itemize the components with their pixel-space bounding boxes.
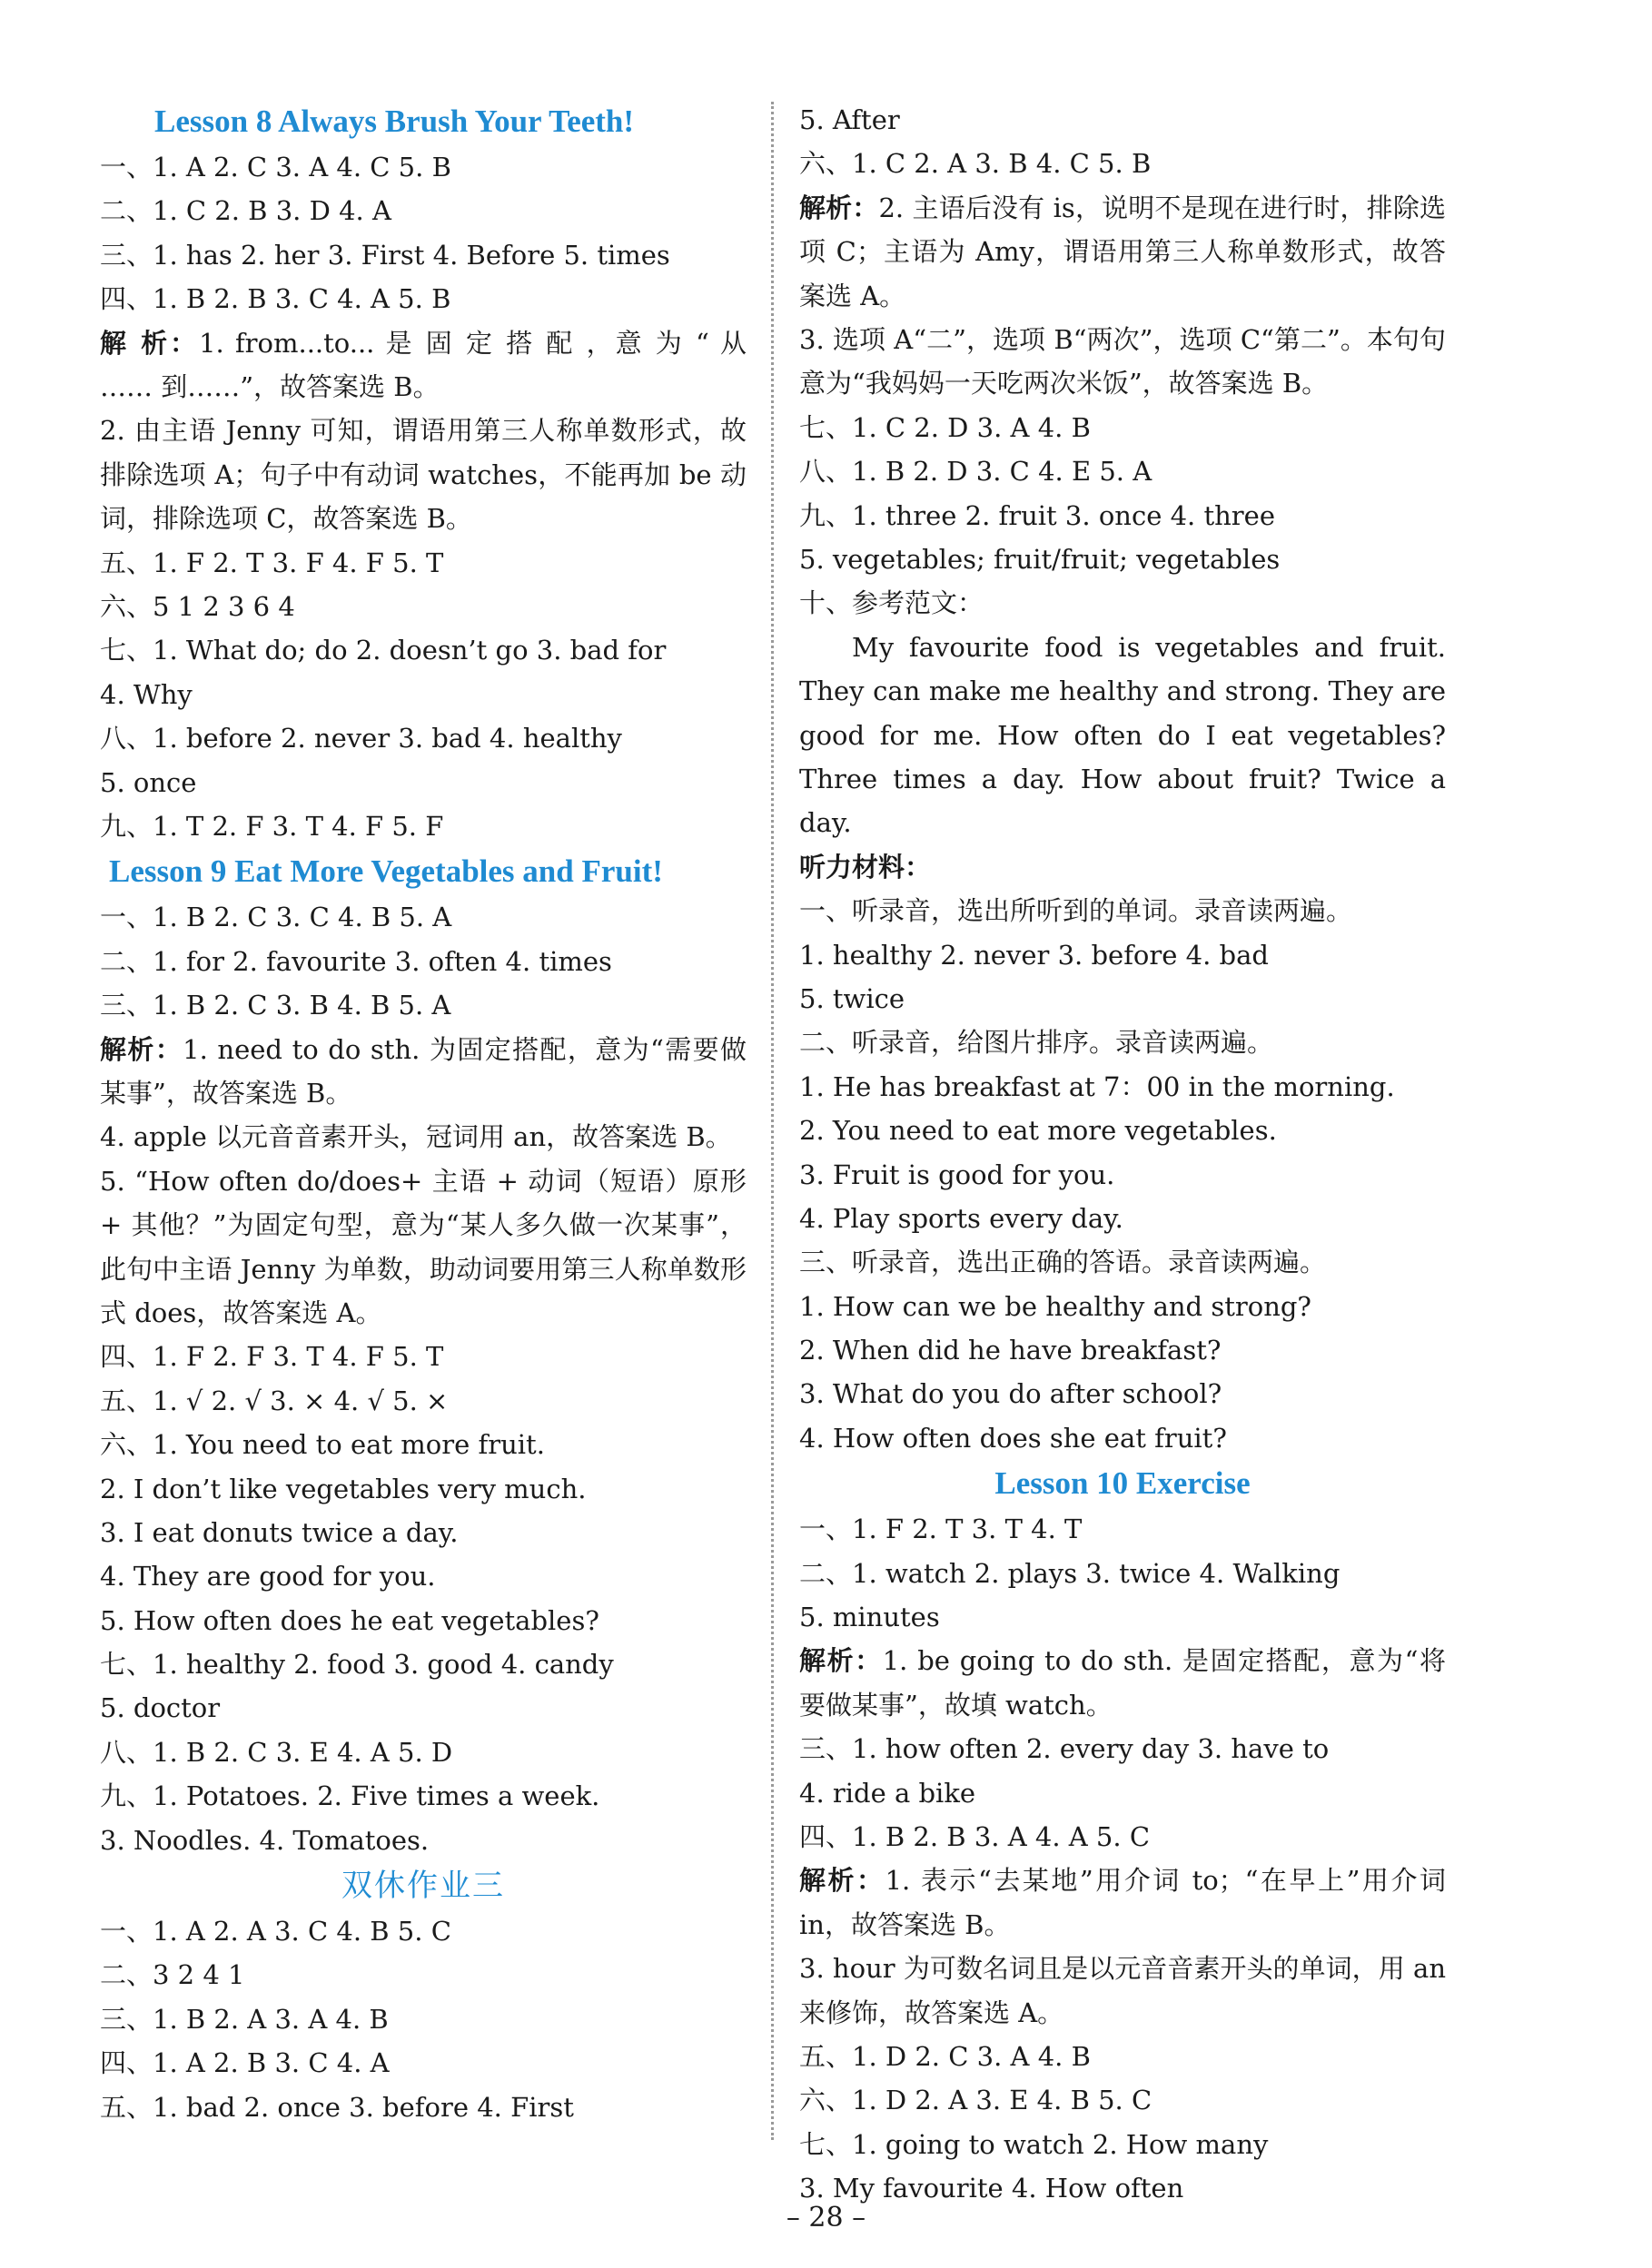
- answer-line: 七、1. What do; do 2. doesn’t go 3. bad for: [100, 635, 667, 666]
- paragraph: [100, 1159, 747, 1336]
- answer-line: 1. healthy 2. never 3. before 4. bad: [799, 939, 1269, 971]
- answer-line: 2. You need to eat more vegetables.: [799, 1115, 1277, 1147]
- right-column: [799, 98, 1446, 2211]
- answer-line: 九、1. T 2. F 3. T 4. F 5. F: [100, 810, 444, 842]
- answer-line: 5. minutes: [799, 1602, 940, 1633]
- paragraph-text: 2. 主语后没有 is，说明不是现在进行时，排除选项 C；主语为 Amy，谓语用第三人称单数形式，故答案选 A。: [799, 192, 1446, 311]
- answer-line: 5. vegetables; fruit/fruit; vegetables: [799, 543, 1281, 575]
- paragraph: [799, 626, 1446, 845]
- answer-line: 3. I eat donuts twice a day.: [100, 1516, 459, 1548]
- answer-line: 六、1. D 2. A 3. E 4. B 5. C: [799, 2085, 1152, 2116]
- answer-line: 二、听录音，给图片排序。录音读两遍。: [799, 1027, 1274, 1059]
- answer-line: 八、1. B 2. C 3. E 4. A 5. D: [100, 1736, 453, 1768]
- page-number: – 28 –: [786, 2202, 866, 2233]
- answer-line: 三、1. how often 2. every day 3. have to: [799, 1733, 1330, 1765]
- answer-line: 2. When did he have breakfast?: [799, 1335, 1222, 1366]
- analysis-paragraph: [799, 186, 1446, 318]
- analysis-label: 解析：: [799, 1865, 885, 1897]
- answer-line: 七、1. going to watch 2. How many: [799, 2128, 1269, 2160]
- answer-line: 1. He has breakfast at 7：00 in the morning.: [799, 1070, 1395, 1102]
- paragraph-text: 1. from...to... 是 固 定 搭 配 ，意 为 “ 从 …… 到……”，故答案选 B。: [100, 327, 747, 402]
- answer-line: 一、听录音，选出所听到的单词。录音读两遍。: [799, 895, 1353, 927]
- paragraph-text: 1. need to do sth. 为固定搭配，意为“需要做某事”，故答案选 B。: [100, 1033, 747, 1109]
- answer-line: 四、1. B 2. B 3. C 4. A 5. B: [100, 283, 451, 315]
- answer-line: 5. After: [799, 104, 900, 135]
- analysis-paragraph: [799, 1639, 1446, 1727]
- answer-line: 二、1. for 2. favourite 3. often 4. times: [100, 945, 612, 977]
- answer-line: 3. Fruit is good for you.: [799, 1159, 1115, 1190]
- left-column: [100, 98, 747, 2129]
- paragraph-text: My favourite food is vegetables and fruit. They can make me healthy and strong. They are good for me. How often do I eat vegetables? Three times a day. How about fruit? Twice a day.: [799, 631, 1446, 839]
- answer-line: 3. Noodles. 4. Tomatoes.: [100, 1824, 430, 1856]
- answer-line: 九、1. Potatoes. 2. Five times a week.: [100, 1780, 600, 1812]
- paragraph-text: 1. be going to do sth. 是固定搭配，意为“将要做某事”，故填 watch。: [799, 1645, 1446, 1721]
- section-heading: 双休作业三: [341, 1868, 505, 1905]
- answer-line: 三、1. B 2. C 3. B 4. B 5. A: [100, 990, 451, 1021]
- answer-line: 四、1. B 2. B 3. A 4. A 5. C: [799, 1821, 1151, 1853]
- paragraph: [799, 318, 1446, 406]
- answer-line: 五、1. √ 2. √ 3. × 4. √ 5. ×: [100, 1385, 449, 1416]
- answer-line: 4. ride a bike: [799, 1777, 976, 1809]
- answer-line: 六、5 1 2 3 6 4: [100, 590, 295, 622]
- answer-line: 十、参考范文：: [799, 587, 984, 619]
- answer-line: 2. I don’t like vegetables very much.: [100, 1473, 587, 1504]
- answer-line: 七、1. healthy 2. food 3. good 4. candy: [100, 1649, 614, 1681]
- subsection-label: 听力材料：: [799, 851, 932, 883]
- paragraph: [100, 409, 747, 540]
- answer-line: 一、1. B 2. C 3. C 4. B 5. A: [100, 902, 452, 933]
- paragraph-text: 3. hour 为可数名词且是以元音音素开头的单词，用 an 来修饰，故答案选 A。: [799, 1953, 1446, 2028]
- answer-line: 5. How often does he eat vegetables?: [100, 1604, 599, 1636]
- paragraph-text: 3. 选项 A“二”，选项 B“两次”，选项 C“第二”。本句句意为“我妈妈一天吃两次米饭”，故答案选 B。: [799, 324, 1446, 399]
- column-divider: [771, 102, 774, 2140]
- answer-line: 三、1. has 2. her 3. First 4. Before 5. times: [100, 239, 670, 271]
- lesson-heading: Lesson 8 Always Brush Your Teeth!: [154, 104, 635, 139]
- paragraph-text: 5. “How often do/does+ 主语 + 动词（短语）原形 + 其他？”为固定句型，意为“某人多久做一次某事”，此句中主语 Jenny 为单数，助动词要用第三人称单数形式 does，故答案选 A。: [100, 1165, 747, 1328]
- answer-line: 1. How can we be healthy and strong?: [799, 1290, 1311, 1322]
- analysis-label: 解析：: [799, 192, 879, 223]
- answer-line: 5. doctor: [100, 1692, 221, 1724]
- answer-line: 九、1. three 2. fruit 3. once 4. three: [799, 499, 1275, 531]
- answer-line: 三、听录音，选出正确的答语。录音读两遍。: [799, 1247, 1327, 1278]
- answer-line: 4. Play sports every day.: [799, 1202, 1123, 1234]
- answer-line: 二、3 2 4 1: [100, 1959, 245, 1991]
- answer-line: 3. What do you do after school?: [799, 1378, 1222, 1410]
- answer-line: 七、1. C 2. D 3. A 4. B: [799, 411, 1091, 443]
- analysis-label: 解 析：: [100, 327, 200, 359]
- answer-line: 5. twice: [799, 982, 905, 1014]
- lesson-heading: Lesson 10 Exercise: [994, 1465, 1251, 1502]
- answer-line: 五、1. F 2. T 3. F 4. F 5. T: [100, 547, 444, 578]
- answer-line: 六、1. You need to eat more fruit.: [100, 1429, 545, 1461]
- answer-line: 六、1. C 2. A 3. B 4. C 5. B: [799, 148, 1152, 180]
- analysis-label: 解析：: [100, 1033, 183, 1065]
- paragraph-text: 1. 表示“去某地”用介词 to；“在早上”用介词 in，故答案选 B。: [799, 1865, 1446, 1940]
- answer-line: 一、1. A 2. C 3. A 4. C 5. B: [100, 152, 451, 182]
- answer-line: 3. My favourite 4. How often: [799, 2173, 1184, 2204]
- answer-line: 4. apple 以元音音素开头，冠词用 an，故答案选 B。: [100, 1121, 732, 1153]
- lesson-heading: Lesson 9 Eat More Vegetables and Fruit!: [109, 853, 663, 890]
- answer-line: 一、1. F 2. T 3. T 4. T: [799, 1514, 1083, 1545]
- answer-line: 四、1. F 2. F 3. T 4. F 5. T: [100, 1341, 444, 1373]
- answer-line: 八、1. B 2. D 3. C 4. E 5. A: [799, 456, 1152, 488]
- answer-line: 二、1. C 2. B 3. D 4. A: [100, 195, 391, 227]
- answer-line: 五、1. D 2. C 3. A 4. B: [799, 2041, 1091, 2073]
- analysis-paragraph: [100, 321, 747, 409]
- analysis-label: 解析：: [799, 1645, 883, 1677]
- answer-line: 二、1. watch 2. plays 3. twice 4. Walking: [799, 1557, 1340, 1589]
- paragraph: [799, 1947, 1446, 2035]
- answer-line: 5. once: [100, 766, 197, 798]
- answer-line: 八、1. before 2. never 3. bad 4. healthy: [100, 723, 622, 754]
- answer-line: 4. They are good for you.: [100, 1561, 436, 1593]
- answer-line: 4. How often does she eat fruit?: [799, 1422, 1227, 1454]
- analysis-paragraph: [799, 1859, 1446, 1947]
- paragraph-text: 2. 由主语 Jenny 可知，谓语用第三人称单数形式，故排除选项 A；句子中有动词 watches，不能再加 be 动词，排除选项 C，故答案选 B。: [100, 415, 747, 535]
- answer-line: 4. Why: [100, 678, 193, 710]
- analysis-paragraph: [100, 1028, 747, 1116]
- answer-line: 四、1. A 2. B 3. C 4. A: [100, 2047, 390, 2079]
- answer-line: 三、1. B 2. A 3. A 4. B: [100, 2003, 389, 2035]
- answer-line: 五、1. bad 2. once 3. before 4. First: [100, 2091, 574, 2123]
- answer-line: 一、1. A 2. A 3. C 4. B 5. C: [100, 1916, 451, 1948]
